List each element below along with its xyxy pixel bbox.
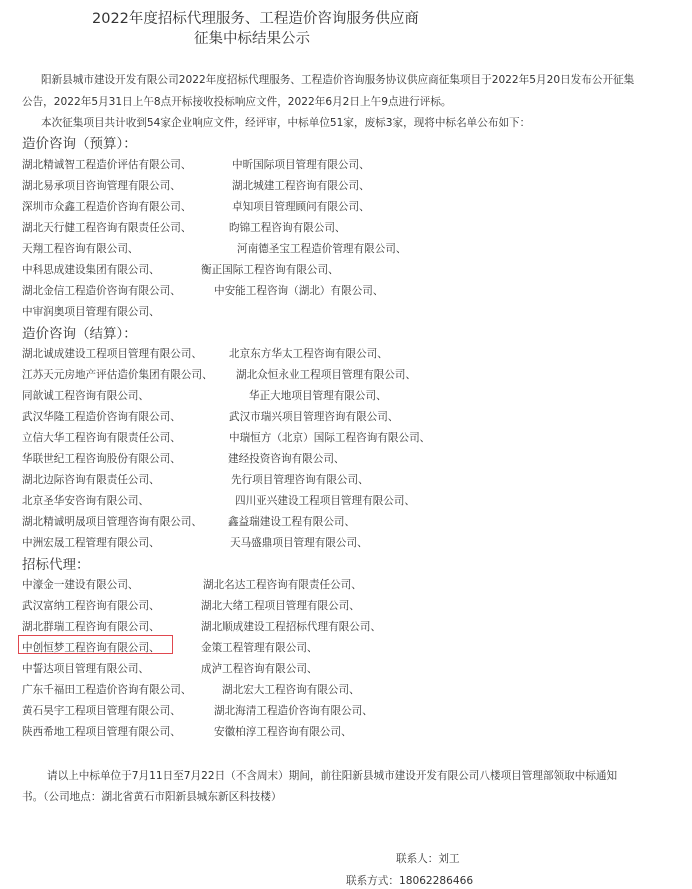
list-item: 中科思成建设集团有限公司、 <box>22 264 160 276</box>
list-item: 深圳市众鑫工程造价咨询有限公司、 <box>22 201 192 213</box>
list-item: 同歆诚工程咨询有限公司、 <box>22 390 150 402</box>
list-item: 中瑞恒方（北京）国际工程咨询有限公司、 <box>229 432 431 444</box>
list-item: 立信大华工程咨询有限责任公司、 <box>22 432 181 444</box>
list-item: 先行项目管理咨询有限公司、 <box>231 474 369 486</box>
list-item: 湖北群瑞工程咨询有限公司、 <box>22 621 160 633</box>
list-item: 中濠金一建设有限公司、 <box>22 579 139 591</box>
list-item: 江苏天元房地产评估造价集团有限公司、 <box>22 369 213 381</box>
list-item: 建经投资咨询有限公司、 <box>228 453 345 465</box>
intro-line-1: 阳新县城市建设开发有限公司2022年度招标代理服务、工程造价咨询服务协议供应商征集项目于2022年5月20日发布公开征集 <box>41 74 635 86</box>
list-item: 华正大地项目管理有限公司、 <box>249 390 387 402</box>
contact-person: 联系人：刘工 <box>396 853 460 865</box>
list-item: 昀锦工程咨询有限公司、 <box>229 222 346 234</box>
list-item: 黄石昊宇工程项目管理有限公司、 <box>22 705 181 717</box>
list-item: 河南德圣宝工程造价管理有限公司、 <box>237 243 407 255</box>
section-heading-settlement: 造价咨询（结算）： <box>22 326 137 342</box>
list-item: 中洲宏晟工程管理有限公司、 <box>22 537 160 549</box>
list-item: 卓知项目管理顾问有限公司、 <box>232 201 370 213</box>
list-item: 武汉市瑞兴项目管理咨询有限公司、 <box>229 411 399 423</box>
list-item: 武汉富纳工程咨询有限公司、 <box>22 600 160 612</box>
list-item: 湖北顺成建设工程招标代理有限公司、 <box>201 621 382 633</box>
list-item: 鑫益瑞建设工程有限公司、 <box>228 516 356 528</box>
contact-phone: 联系方式：18062286466 <box>346 875 474 887</box>
list-item: 成泸工程咨询有限公司、 <box>201 663 318 675</box>
list-item: 湖北众恒永业工程项目管理有限公司、 <box>236 369 417 381</box>
list-item: 天翔工程咨询有限公司、 <box>22 243 139 255</box>
list-item-highlighted: 中创恒梦工程咨询有限公司、 <box>22 642 160 654</box>
list-item: 衡正国际工程咨询有限公司、 <box>201 264 339 276</box>
section-heading-budget: 造价咨询（预算）： <box>22 136 137 152</box>
list-item: 中昕国际项目管理有限公司、 <box>232 159 370 171</box>
page-title-line1: 2022年度招标代理服务、工程造价咨询服务供应商 <box>92 11 419 27</box>
list-item: 武汉华隆工程造价咨询有限公司、 <box>22 411 181 423</box>
list-item: 湖北海清工程造价咨询有限公司、 <box>214 705 373 717</box>
intro-line-3: 本次征集项目共计收到54家企业响应文件，经评审，中标单位51家，废标3家，现将中标名单公布如下： <box>41 117 531 129</box>
list-item: 湖北名达工程咨询有限责任公司、 <box>203 579 362 591</box>
list-item: 中审润奥项目管理有限公司、 <box>22 306 160 318</box>
list-item: 安徽柏淳工程咨询有限公司、 <box>214 726 352 738</box>
list-item: 广东千福田工程造价咨询有限公司、 <box>22 684 192 696</box>
list-item: 湖北城建工程咨询有限公司、 <box>232 180 370 192</box>
list-item: 湖北金信工程造价咨询有限公司、 <box>22 285 181 297</box>
list-item: 湖北天行健工程咨询有限责任公司、 <box>22 222 192 234</box>
list-item: 湖北边际咨询有限责任公司、 <box>22 474 160 486</box>
list-item: 天马盛鼎项目管理有限公司、 <box>230 537 368 549</box>
closing-line-2: 书。（公司地点：湖北省黄石市阳新县城东新区科技楼） <box>22 791 282 803</box>
list-item: 湖北大绪工程项目管理有限公司、 <box>201 600 360 612</box>
list-item: 湖北易承项目咨询管理有限公司、 <box>22 180 181 192</box>
list-item: 中安能工程咨询（湖北）有限公司、 <box>214 285 384 297</box>
list-item: 湖北诚成建设工程项目管理有限公司、 <box>22 348 203 360</box>
list-item: 陕西希地工程项目管理有限公司、 <box>22 726 181 738</box>
list-item: 四川亚兴建设工程项目管理有限公司、 <box>235 495 416 507</box>
intro-line-2: 公告，2022年5月31日上午8点开标接收投标响应文件，2022年6月2日上午9点进行评标。 <box>22 96 452 108</box>
section-heading-bidding-agency: 招标代理： <box>22 557 90 573</box>
page-title-line2: 征集中标结果公示 <box>194 31 310 47</box>
list-item: 中誓达项目管理有限公司、 <box>22 663 150 675</box>
list-item: 湖北宏大工程咨询有限公司、 <box>222 684 360 696</box>
list-item: 金策工程管理有限公司、 <box>201 642 318 654</box>
list-item: 北京东方华太工程咨询有限公司、 <box>229 348 388 360</box>
list-item: 湖北精诚智工程造价评估有限公司、 <box>22 159 192 171</box>
list-item: 北京圣华安咨询有限公司、 <box>22 495 150 507</box>
closing-line-1: 请以上中标单位于7月11日至7月22日（不含周末）期间，前往阳新县城市建设开发有限公司八楼项目管理部领取中标通知 <box>47 770 618 782</box>
list-item: 华联世纪工程咨询股份有限公司、 <box>22 453 181 465</box>
list-item: 湖北精诚明晟项目管理咨询有限公司、 <box>22 516 203 528</box>
